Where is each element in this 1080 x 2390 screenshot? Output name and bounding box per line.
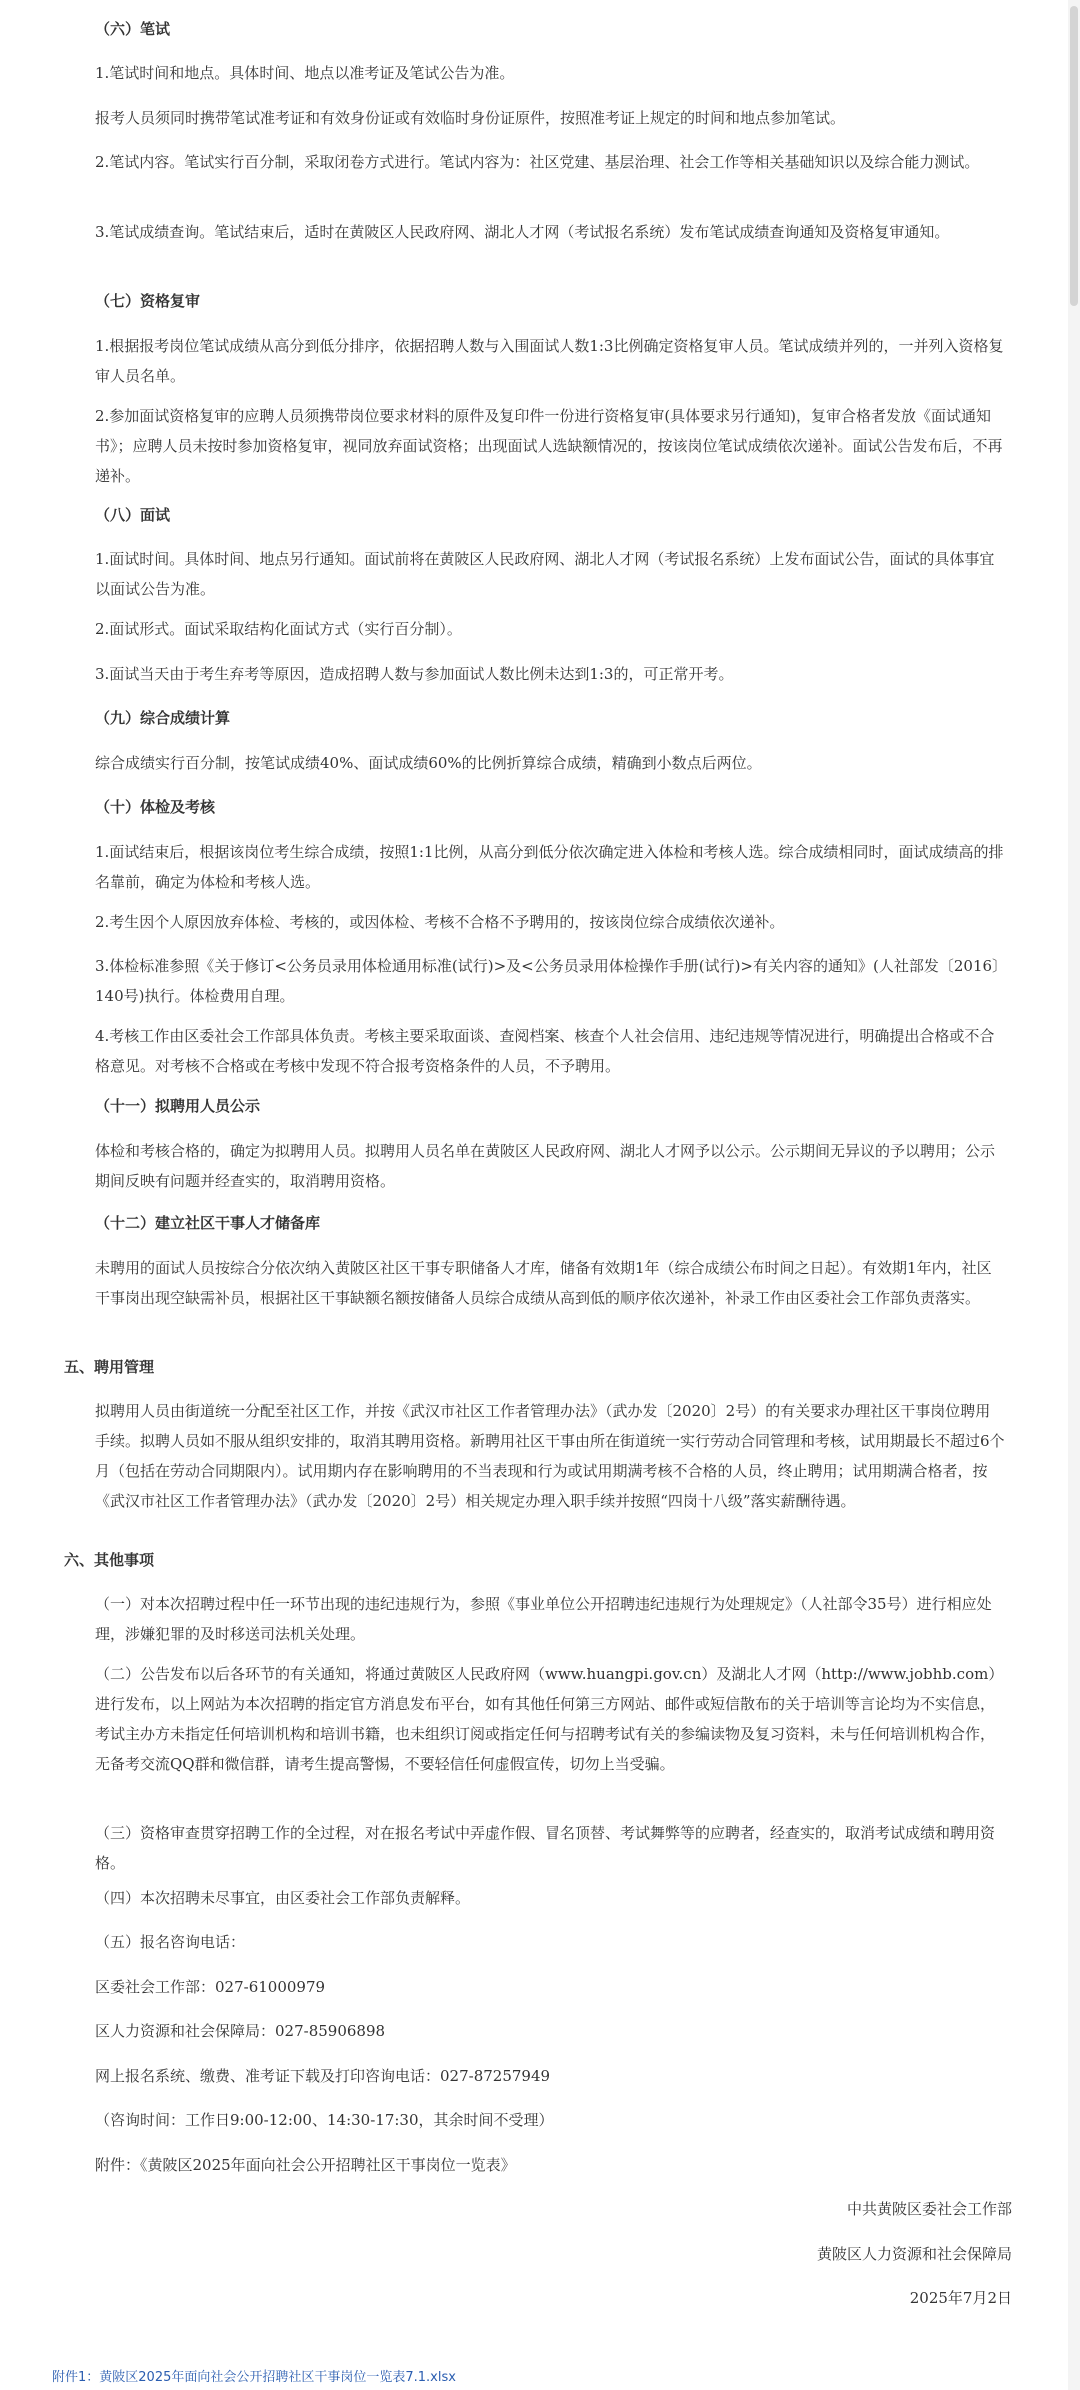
attachment-note: 附件：《黄陂区2025年面向社会公开招聘社区干事岗位一览表》 (95, 2156, 516, 2174)
signature-date: 2025年7月2日 (909, 2289, 1012, 2307)
section-heading: （十一）拟聘用人员公示 (95, 1097, 261, 1115)
paragraph: （四）本次招聘未尽事宜，由区委社会工作部负责解释。 (95, 1889, 471, 1907)
paragraph: 4.考核工作由区委社会工作部具体负责。考核主要采取面谈、查阅档案、核查个人社会信用、违纪违规等情况进行，明确提出合格或不合格意见。对考核不合格或在考核中发现不符合报考资格条件的人员，不予聘用。 (95, 1027, 995, 1075)
paragraph: 2.考生因个人原因放弃体检、考核的，或因体检、考核不合格不予聘用的，按该岗位综合成绩依次递补。 (95, 913, 785, 931)
contact-line: 区委社会工作部：027-61000979 (95, 1978, 326, 1996)
paragraph: 3.笔试成绩查询。笔试结束后，适时在黄陂区人民政府网、湖北人才网（考试报名系统）发布笔试成绩查询通知及资格复审通知。 (95, 223, 950, 241)
paragraph: 体检和考核合格的，确定为拟聘用人员。拟聘用人员名单在黄陂区人民政府网、湖北人才网予以公示。公示期间无异议的予以聘用；公示期间反映有问题并经查实的，取消聘用资格。 (95, 1142, 996, 1190)
paragraph: （二）公告发布以后各环节的有关通知，将通过黄陂区人民政府网（www.huangpi.gov.cn）及湖北人才网（http://www.jobhb.com）进行发布，以上网站为本次招聘的指定官方消息发布平台，如有其他任何第三方网站、邮件或短信散布的关于培训等言论均为不实信息，考试主办方未指定任何培训机构和培训书籍，也未组织订阅或指定任何与招聘考试有关的参编读物及复习资料，未与任何培训机构合作，无备考交流QQ群和微信群，请考生提高警惕，不要轻信任何虚假宣传，切勿上当受骗。 (95, 1665, 1004, 1773)
section-heading: （七）资格复审 (95, 292, 201, 310)
paragraph: （一）对本次招聘过程中任一环节出现的违纪违规行为，参照《事业单位公开招聘违纪违规行为处理规定》（人社部令35号）进行相应处理，涉嫌犯罪的及时移送司法机关处理。 (95, 1595, 992, 1643)
section-heading: （八）面试 (95, 506, 171, 524)
contact-line: 区人力资源和社会保障局：027-85906898 (95, 2022, 386, 2040)
paragraph: （五）报名咨询电话： (95, 1933, 246, 1951)
paragraph: 拟聘用人员由街道统一分配至社区工作，并按《武汉市社区工作者管理办法》（武办发〔2020〕2号）的有关要求办理社区干事岗位聘用手续。拟聘人员如不服从组织安排的，取消其聘用资格。新聘用社区干事由所在街道统一实行劳动合同管理和考核，试用期最长不超过6个月（包括在劳动合同期限内）。试用期内存在影响聘用的不当表现和行为或试用期满考核不合格的人员，终止聘用；试用期满合格者，按《武汉市社区工作者管理办法》（武办发〔2020〕2号）相关规定办理入职手续并按照“四岗十八级”落实薪酬待遇。 (95, 1402, 1005, 1510)
paragraph: 综合成绩实行百分制，按笔试成绩40%、面试成绩60%的比例折算综合成绩，精确到小数点后两位。 (95, 754, 762, 772)
paragraph: 1.根据报考岗位笔试成绩从高分到低分排序，依据招聘人数与入围面试人数1:3比例确定资格复审人员。笔试成绩并列的，一并列入资格复审人员名单。 (95, 337, 1004, 385)
paragraph: 2.参加面试资格复审的应聘人员须携带岗位要求材料的原件及复印件一份进行资格复审(具体要求另行通知)，复审合格者发放《面试通知书》；应聘人员未按时参加资格复审，视同放弃面试资格；出现面试人选缺额情况的，按该岗位笔试成绩依次递补。面试公告发布后，不再递补。 (95, 407, 1003, 485)
signature-org-2: 黄陂区人力资源和社会保障局 (816, 2245, 1012, 2263)
paragraph: 1.面试时间。具体时间、地点另行通知。面试前将在黄陂区人民政府网、湖北人才网（考试报名系统）上发布面试公告，面试的具体事宜以面试公告为准。 (95, 550, 995, 598)
scrollbar-thumb[interactable] (1070, 6, 1078, 306)
section-heading: （九）综合成绩计算 (95, 709, 231, 727)
signature-org-1: 中共黄陂区委社会工作部 (846, 2200, 1012, 2218)
paragraph: 未聘用的面试人员按综合分依次纳入黄陂区社区干事专职储备人才库，储备有效期1年（综合成绩公布时间之日起）。有效期1年内，社区干事岗出现空缺需补员，根据社区干事缺额名额按储备人员综合成绩从高到低的顺序依次递补，补录工作由区委社会工作部负责落实。 (95, 1259, 992, 1307)
paragraph: （三）资格审查贯穿招聘工作的全过程，对在报名考试中弄虚作假、冒名顶替、考试舞弊等的应聘者，经查实的，取消考试成绩和聘用资格。 (95, 1824, 996, 1872)
section-heading: （十二）建立社区干事人才储备库 (95, 1214, 321, 1232)
part-heading: 六、其他事项 (64, 1551, 155, 1569)
paragraph: 3.面试当天由于考生弃考等原因，造成招聘人数与参加面试人数比例未达到1:3的，可正常开考。 (95, 665, 734, 683)
paragraph: 1.面试结束后，根据该岗位考生综合成绩，按照1:1比例，从高分到低分依次确定进入体检和考核人选。综合成绩相同时，面试成绩高的排名靠前，确定为体检和考核人选。 (95, 843, 1004, 891)
attachment-download-link[interactable]: 附件1：黄陂区2025年面向社会公开招聘社区干事岗位一览表7.1.xlsx (52, 2370, 456, 2385)
paragraph: 2.面试形式。面试采取结构化面试方式（实行百分制）。 (95, 620, 462, 638)
part-heading: 五、聘用管理 (64, 1358, 155, 1376)
paragraph: 1.笔试时间和地点。具体时间、地点以准考证及笔试公告为准。 (95, 64, 515, 82)
paragraph: 2.笔试内容。笔试实行百分制，采取闭卷方式进行。笔试内容为：社区党建、基层治理、社会工作等相关基础知识以及综合能力测试。 (95, 153, 980, 171)
section-heading: （六）笔试 (95, 20, 171, 38)
contact-line: 网上报名系统、缴费、准考证下载及打印咨询电话：027-87257949 (95, 2067, 551, 2085)
paragraph: 3.体检标准参照《关于修订<公务员录用体检通用标准(试行)>及<公务员录用体检操作手册(试行)>有关内容的通知》(人社部发〔2016〕140号)执行。体检费用自理。 (95, 957, 1000, 1005)
section-heading: （十）体检及考核 (95, 798, 216, 816)
scrollbar-track[interactable] (1068, 0, 1080, 2390)
contact-line: （咨询时间：工作日9:00-12:00、14:30-17:30，其余时间不受理） (95, 2111, 554, 2129)
paragraph: 报考人员须同时携带笔试准考证和有效身份证或有效临时身份证原件，按照准考证上规定的时间和地点参加笔试。 (95, 109, 846, 127)
